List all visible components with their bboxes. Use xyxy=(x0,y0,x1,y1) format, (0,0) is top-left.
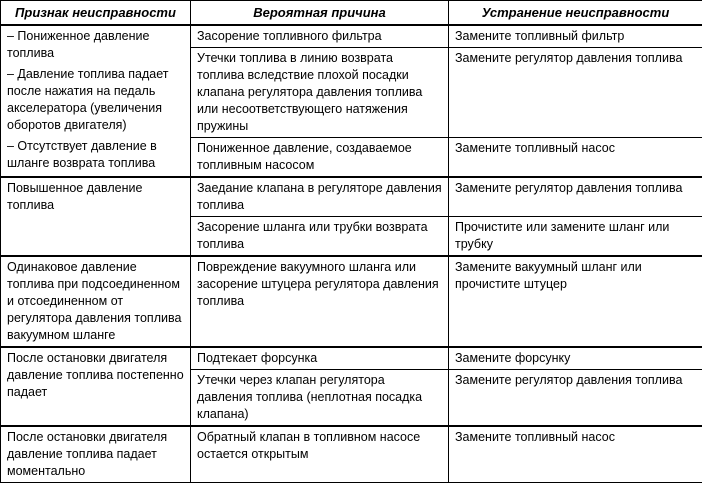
symptom-cell xyxy=(1,177,191,256)
symptom-text: – Давление топлива падает после нажатия на педаль акселератора (увеличения оборотов двигателя) xyxy=(7,66,184,134)
remedy-cell: Замените регулятор давления топлива xyxy=(449,48,702,138)
table-row xyxy=(1,426,702,483)
table-row xyxy=(1,177,702,217)
symptom-text: – Отсутствует давление в шланге возврата топлива xyxy=(7,138,184,172)
remedy-cell: Замените топливный фильтр xyxy=(449,25,702,48)
remedy-cell: Прочистите или замените шланг или трубку xyxy=(449,217,702,257)
header-remedy: Устранение неисправности xyxy=(449,1,702,26)
remedy-cell: Замените форсунку xyxy=(449,347,702,370)
cause-cell: Утечки топлива в линию возврата топлива вследствие плохой посадки клапана регулятора давления топлива или несоответствующего натяжения пружины xyxy=(191,48,449,138)
cause-cell: Обратный клапан в топливном насосе остается открытым xyxy=(191,426,449,483)
symptom-cell xyxy=(1,347,191,426)
symptom-text: Одинаковое давление топлива при подсоединенном и отсоединенном от регулятора давления топлива вакуумном шланге xyxy=(7,259,184,344)
table-row xyxy=(1,256,702,347)
symptom-text: Повышенное давление топлива xyxy=(7,180,184,214)
cause-cell: Заедание клапана в регуляторе давления топлива xyxy=(191,177,449,217)
symptom-cell xyxy=(1,256,191,347)
table-row xyxy=(1,25,702,48)
symptom-text: – Пониженное давление топлива xyxy=(7,28,184,62)
symptom-cell xyxy=(1,25,191,177)
cause-cell: Подтекает форсунка xyxy=(191,347,449,370)
remedy-cell: Замените регулятор давления топлива xyxy=(449,177,702,217)
remedy-cell: Замените топливный насос xyxy=(449,138,702,178)
symptom-text: После остановки двигателя давление топлива постепенно падает xyxy=(7,350,184,401)
cause-cell: Засорение топливного фильтра xyxy=(191,25,449,48)
header-cause: Вероятная причина xyxy=(191,1,449,26)
remedy-cell: Замените вакуумный шланг или прочистите штуцер xyxy=(449,256,702,347)
cause-cell: Повреждение вакуумного шланга или засорение штуцера регулятора давления топлива xyxy=(191,256,449,347)
cause-cell: Пониженное давление, создаваемое топливным насосом xyxy=(191,138,449,178)
header-symptom: Признак неисправности xyxy=(1,1,191,26)
remedy-cell: Замените регулятор давления топлива xyxy=(449,370,702,427)
table-body xyxy=(1,25,702,483)
cause-cell: Утечки через клапан регулятора давления топлива (неплотная посадка клапана) xyxy=(191,370,449,427)
symptom-cell xyxy=(1,426,191,483)
table-row xyxy=(1,347,702,370)
remedy-cell: Замените топливный насос xyxy=(449,426,702,483)
symptom-text: После остановки двигателя давление топлива падает моментально xyxy=(7,429,184,480)
table-header-row xyxy=(1,1,702,26)
cause-cell: Засорение шланга или трубки возврата топлива xyxy=(191,217,449,257)
